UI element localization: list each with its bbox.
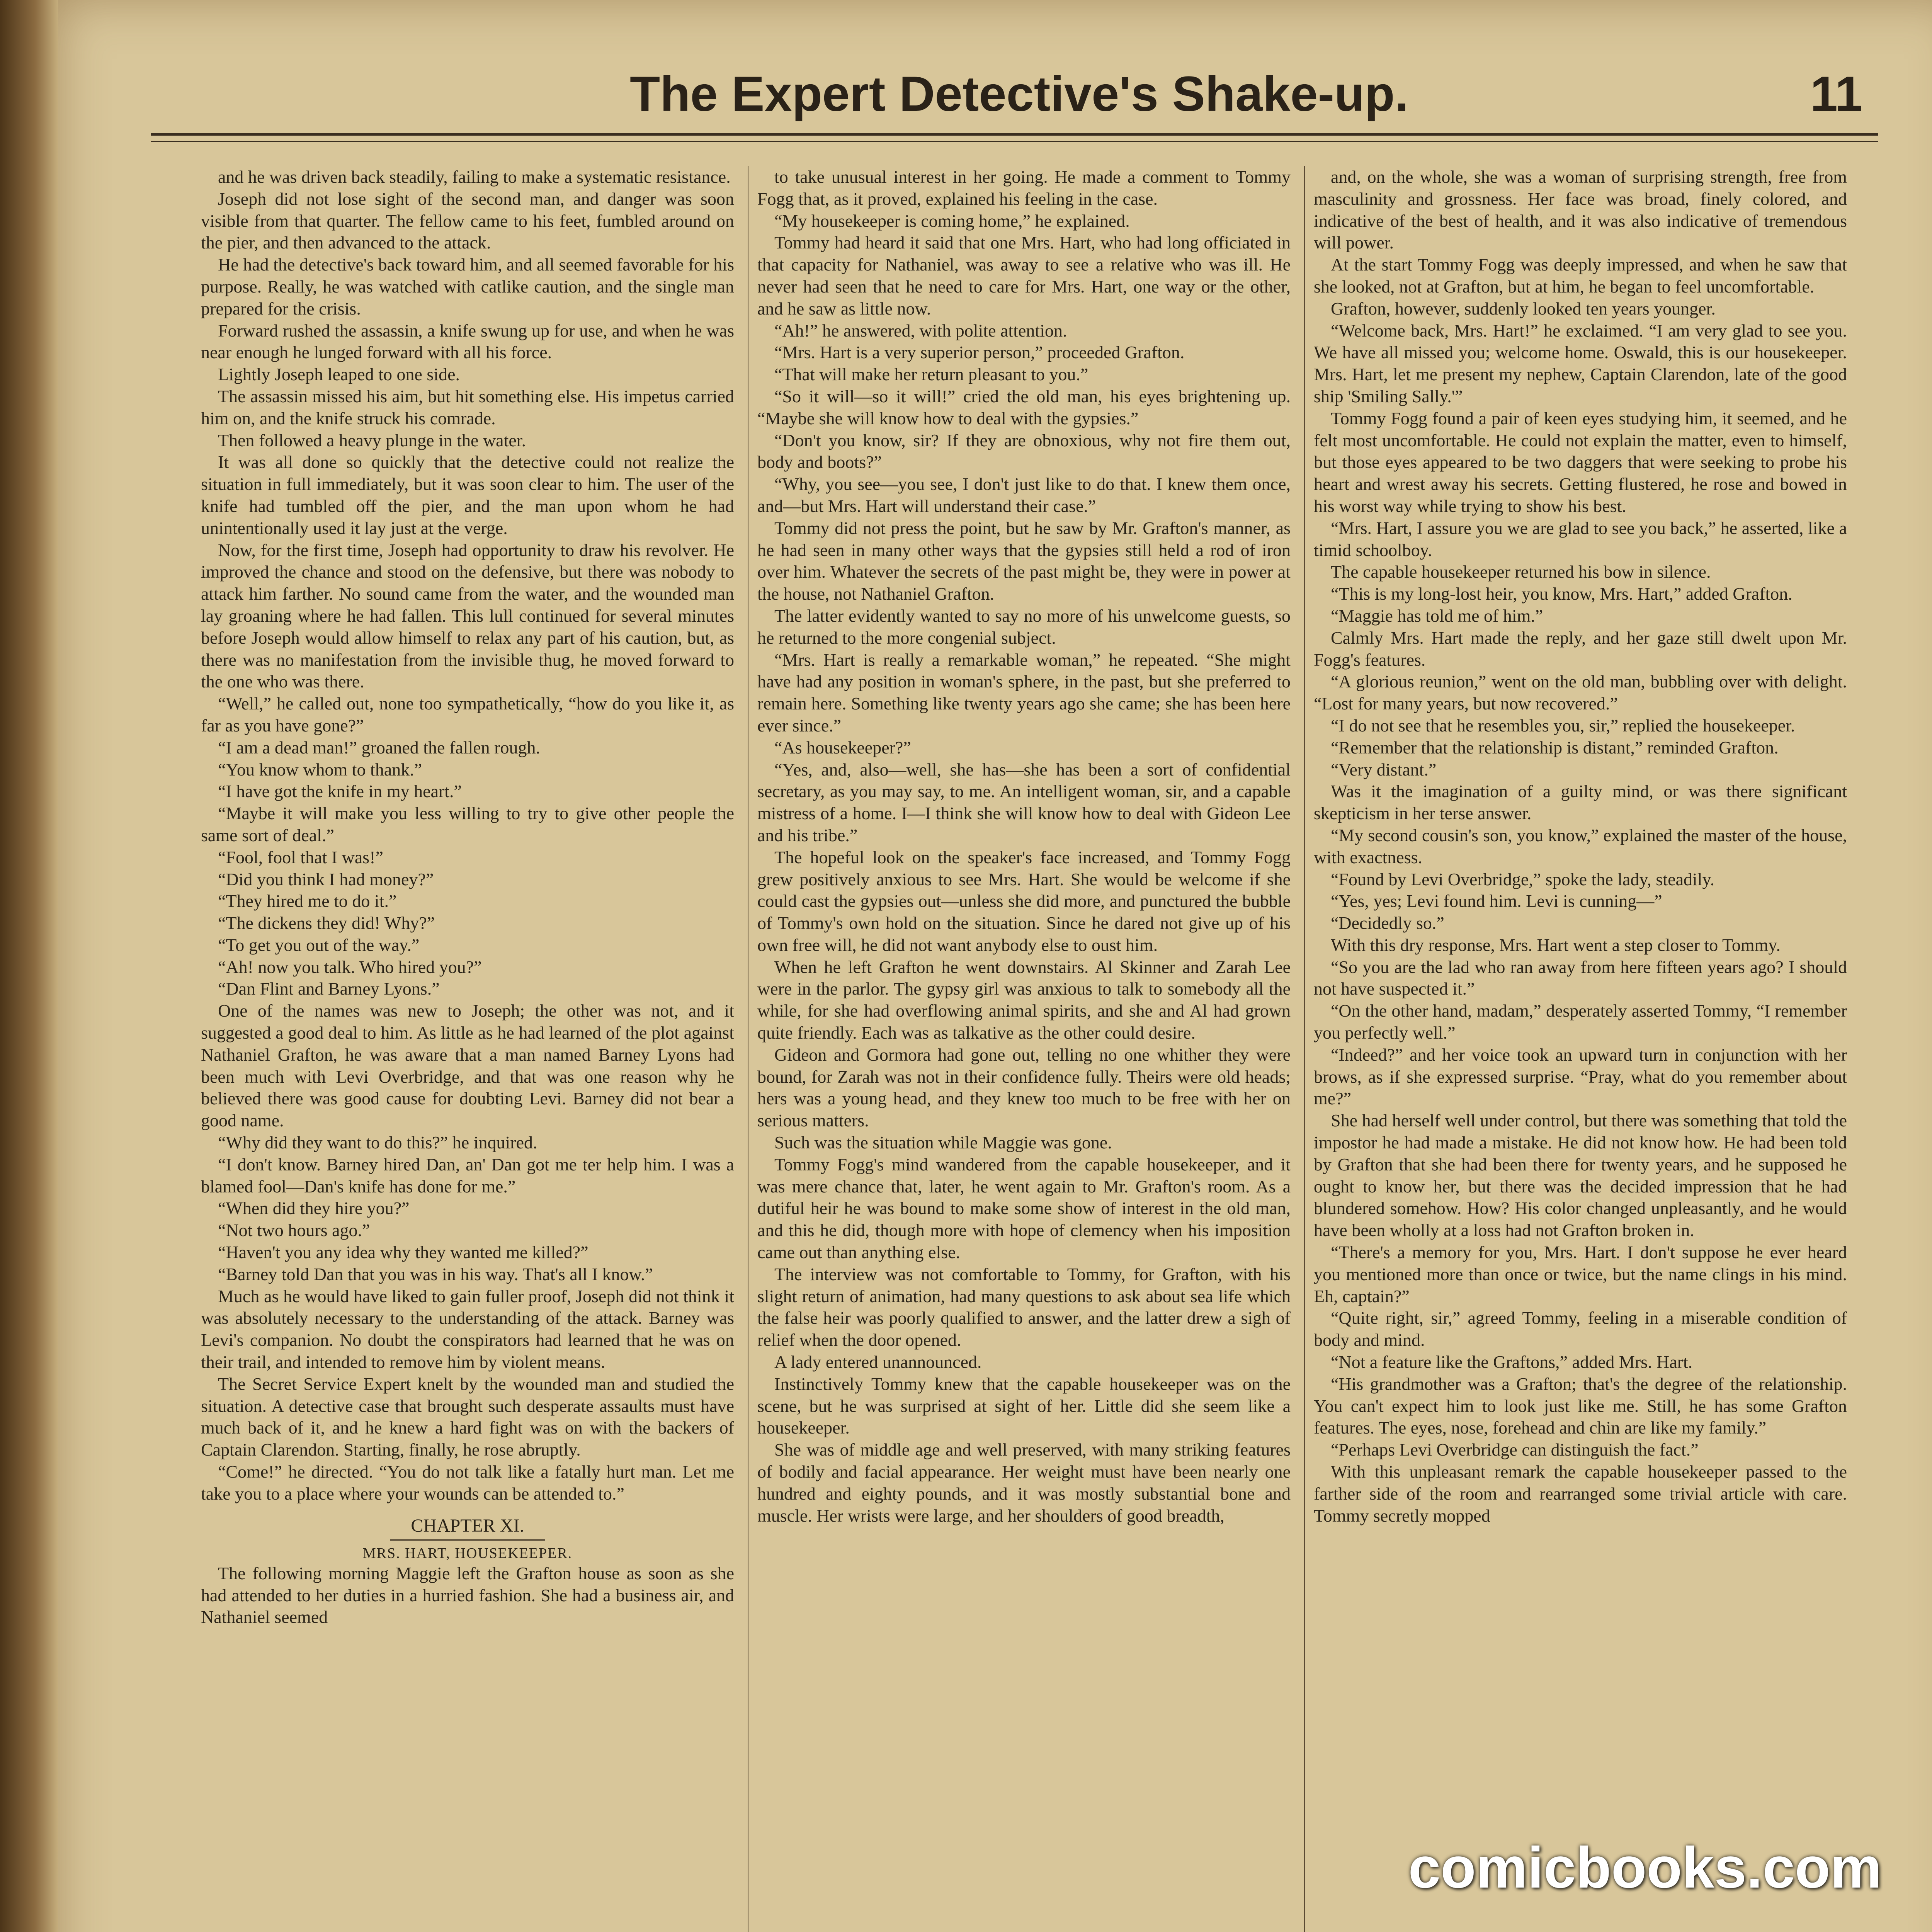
text-column-1 (201, 166, 734, 1932)
paragraph: “I do not see that he resembles you, sir,” replied the housekeeper. (1331, 715, 1795, 735)
paragraph: “Found by Levi Overbridge,” spoke the lady, steadily. (1331, 869, 1714, 889)
paragraph: “Maggie has told me of him.” (1331, 605, 1543, 626)
paragraph: “Well,” he called out, none too sympathetically, “how do you like it, as far as you have gone?” (201, 694, 734, 735)
column-1-paragraphs (201, 166, 734, 1505)
paragraph: “Don't you know, sir? If they are obnoxious, why not fire them out, body and boots?” (757, 430, 1291, 472)
watermark-text: comicbooks.com (1408, 1835, 1882, 1900)
paragraph: The latter evidently wanted to say no more of his unwelcome guests, so he returned to the more congenial subject. (757, 605, 1291, 648)
paragraph: “Not a feature like the Graftons,” added Mrs. Hart. (1331, 1352, 1693, 1372)
paragraph: “I don't know. Barney hired Dan, an' Dan got me ter help him. I was a blamed fool—Dan's knife has done for me.” (201, 1154, 734, 1196)
paragraph: One of the names was new to Joseph; the other was not, and it suggested a good deal to him. As little as he had learned of the plot against Nathaniel Grafton, he was aware that a man named Barney Lyons had been much with Levi Overbridge, and that was one reason why he believed there was good cause for doubting Levi. Barney did not bear a good name. (201, 1001, 734, 1131)
paragraph: Lightly Joseph leaped to one side. (218, 364, 460, 384)
paragraph: Such was the situation while Maggie was gone. (774, 1133, 1112, 1153)
chapter-subtitle: MRS. HART, HOUSEKEEPER. (362, 1545, 573, 1561)
paragraph: “Indeed?” and her voice took an upward turn in conjunction with her brows, as if she expressed surprise. “Pray, what do you remember about me?” (1314, 1044, 1847, 1109)
paragraph: “Did you think I had money?” (218, 869, 434, 889)
paragraph: “Haven't you any idea why they wanted me killed?” (218, 1242, 588, 1262)
column-2-paragraphs (757, 166, 1291, 1527)
paragraph: “Mrs. Hart is a very superior person,” proceeded Grafton. (774, 342, 1185, 362)
paragraph: Then followed a heavy plunge in the water. (218, 430, 526, 450)
text-column-2 (757, 166, 1291, 1932)
paragraph: “Fool, fool that I was!” (218, 847, 383, 867)
paragraph: “Quite right, sir,” agreed Tommy, feeling in a miserable condition of body and mind. (1314, 1308, 1847, 1350)
chapter-title: CHAPTER XI. (411, 1515, 524, 1536)
paragraph: “There's a memory for you, Mrs. Hart. I don't suppose he ever heard you mentioned more than once or twice, but the name clings in his mind. Eh, captain?” (1314, 1242, 1847, 1306)
column-divider (1304, 166, 1305, 1932)
paragraph: “A glorious reunion,” went on the old man, bubbling over with delight. “Lost for many years, but now recovered.” (1314, 672, 1847, 714)
column-1-after-chapter (201, 1563, 734, 1628)
paragraph: “Barney told Dan that you was in his way. That's all I know.” (218, 1264, 653, 1284)
paragraph: A lady entered unannounced. (774, 1352, 982, 1372)
header-rule (151, 133, 1878, 136)
paragraph: She was of middle age and well preserved, with many striking features of bodily and facial appearance. Her weight must have been nearly one hundred and eighty pounds, and it was mostly substantial bone and muscle. Her wrists were large, and her shoulders of good breadth, (757, 1440, 1291, 1526)
paragraph: “Ah!” he answered, with polite attention. (774, 320, 1067, 340)
paragraph: to take unusual interest in her going. He made a comment to Tommy Fogg that, as it proved, explained his feeling in the case. (757, 167, 1291, 209)
paragraph: “That will make her return pleasant to you.” (774, 364, 1088, 384)
paragraph: “Remember that the relationship is distant,” reminded Grafton. (1331, 737, 1779, 757)
paragraph: “I have got the knife in my heart.” (218, 781, 462, 801)
page-number: 11 (1810, 66, 1862, 122)
paragraph: With this dry response, Mrs. Hart went a step closer to Tommy. (1331, 935, 1781, 955)
text-column-3 (1314, 166, 1847, 1932)
paragraph: “Mrs. Hart, I assure you we are glad to see you back,” he asserted, like a timid schoolboy. (1314, 518, 1847, 560)
paragraph: “My second cousin's son, you know,” explained the master of the house, with exactness. (1314, 825, 1847, 867)
paragraph: Much as he would have liked to gain fuller proof, Joseph did not think it was absolutely necessary to the understanding of the attack. Barney was Levi's companion. No doubt the conspirators had learned that he was on their trail, and intended to remove him by violent means. (201, 1286, 734, 1372)
paragraph: She had herself well under control, but there was something that told the impostor he had made a mistake. He did not know how. He had been told by Grafton that she had been there for twenty years, and he supposed he ought to know her, but there was the decided impression that he had blundered somehow. How? His color changed unpleasantly, and he would have been wholly at a loss had not Grafton broken in. (1314, 1111, 1847, 1240)
paragraph: “The dickens they did! Why?” (218, 913, 435, 933)
paragraph: At the start Tommy Fogg was deeply impressed, and when he saw that she looked, not at Grafton, but at him, he began to feel uncomfortable. (1314, 255, 1847, 296)
page-binding-edge (0, 0, 58, 1932)
paragraph: and he was driven back steadily, failing to make a systematic resistance. (218, 167, 731, 187)
paragraph: “Why, you see—you see, I don't just like to do that. I knew them once, and—but Mrs. Hart will understand their case.” (757, 474, 1291, 516)
paragraph: He had the detective's back toward him, and all seemed favorable for his purpose. Really, he was watched with catlike caution, and the single man prepared for the crisis. (201, 255, 734, 318)
paragraph: “Why did they want to do this?” he inquired. (218, 1133, 537, 1153)
paragraph: It was all done so quickly that the detective could not realize the situation in full immediately, but it was soon clear to him. The user of the knife had tumbled off the pier, and the man upon whom he had unintentionally used it lay just at the verge. (201, 452, 734, 538)
paragraph: Instinctively Tommy knew that the capable housekeeper was on the scene, but he was surprised at sight of her. Little did she seem like a housekeeper. (757, 1374, 1291, 1438)
paragraph: “Decidedly so.” (1331, 913, 1444, 933)
paragraph: “I am a dead man!” groaned the fallen rough. (218, 737, 540, 757)
chapter-rule (390, 1539, 545, 1541)
paragraph: “When did they hire you?” (218, 1198, 410, 1218)
paragraph: “Yes, and, also—well, she has—she has been a sort of confidential secretary, as you may say, to me. An intelligent woman, sir, and a capable mistress of a home. I—I think she will know how to deal with Gideon Lee and his tribe.” (757, 759, 1291, 845)
paragraph: “This is my long-lost heir, you know, Mrs. Hart,” added Grafton. (1331, 584, 1793, 604)
paragraph: The assassin missed his aim, but hit something else. His impetus carried him on, and the knife struck his comrade. (201, 386, 734, 428)
paragraph: “Ah! now you talk. Who hired you?” (218, 957, 482, 977)
paragraph: “Welcome back, Mrs. Hart!” he exclaimed. “I am very glad to see you. We have all missed you; welcome home. Oswald, this is our housekeeper. Mrs. Hart, let me present my nephew, Captain Clarendon, late of the good ship 'Smiling Sally.'” (1314, 320, 1847, 406)
page-header (151, 66, 1878, 155)
paragraph: Was it the imagination of a guilty mind, or was there significant skepticism in her terse answer. (1314, 781, 1847, 823)
paragraph: “So you are the lad who ran away from here fifteen years ago? I should not have suspected it.” (1314, 957, 1847, 999)
paragraph: Now, for the first time, Joseph had opportunity to draw his revolver. He improved the chance and stood on the defensive, but there was nobody to attack him farther. No sound came from the water, and the wounded man lay groaning where he had fallen. This lull continued for several minutes before Joseph would allow himself to relax any part of his caution, but, as there was no manifestation from the invisible thug, he moved forward to the one who was there. (201, 540, 734, 692)
paragraph: Tommy Fogg found a pair of keen eyes studying him, it seemed, and he felt most uncomfortable. He could not explain the matter, even to himself, but those eyes appeared to be two daggers that were seeking to probe his heart and wrest away his secrets. Getting flustered, he rose and bowed in his worst way while trying to show his best. (1314, 408, 1847, 516)
paragraph: Grafton, however, suddenly looked ten years younger. (1331, 298, 1716, 318)
paragraph: “On the other hand, madam,” desperately asserted Tommy, “I remember you perfectly well.” (1314, 1001, 1847, 1043)
paragraph: Tommy had heard it said that one Mrs. Hart, who had long officiated in that capacity for Nathaniel, was away to see a relative who was ill. He never had seen that he need to care for Mrs. Hart, one way or the other, and he saw as little now. (757, 233, 1291, 318)
paragraph: Forward rushed the assassin, a knife swung up for use, and when he was near enough he lunged forward with all his force. (201, 320, 734, 362)
running-title: The Expert Detective's Shake-up. (630, 66, 1409, 122)
paragraph: Tommy Fogg's mind wandered from the capable housekeeper, and it was mere chance that, later, he went again to Mr. Grafton's room. As a dutiful heir he was bound to make some show of interest in the old man, and this he did, though more with hope of clemency when his imposition came out than anything else. (757, 1154, 1291, 1262)
paragraph: “Mrs. Hart is really a remarkable woman,” he repeated. “She might have had any position in woman's sphere, in the past, but she preferred to remain here. Something like twenty years ago she came; she has been here ever since.” (757, 650, 1291, 735)
paragraph: “You know whom to thank.” (218, 759, 422, 779)
paragraph: Tommy did not press the point, but he saw by Mr. Grafton's manner, as he had seen in many other ways that the gypsies still held a rod of iron over him. Whatever the secrets of the past might be, they were in power at the house, not Nathaniel Grafton. (757, 518, 1291, 604)
paragraph: The hopeful look on the speaker's face increased, and Tommy Fogg grew positively anxious to see Mrs. Hart. She would be welcome if she could cast the gypsies out—unless she did more, and punctured the bubble of Tommy's own hold on the situation. Since he dared not give up of his own free will, he did not want anybody else to oust him. (757, 847, 1291, 955)
paragraph: When he left Grafton he went downstairs. Al Skinner and Zarah Lee were in the parlor. The gypsy girl was anxious to talk to somebody all the while, for she had overflowing animal spirits, and she and Al had grown quite friendly. Each was as talkative as the other could desire. (757, 957, 1291, 1043)
paragraph: “Perhaps Levi Overbridge can distinguish the fact.” (1331, 1440, 1699, 1460)
paragraph: Joseph did not lose sight of the second man, and danger was soon visible from that quarter. The fellow came to his feet, fumbled around on the pier, and then advanced to the attack. (201, 189, 734, 253)
paragraph: With this unpleasant remark the capable housekeeper passed to the farther side of the room and rearranged some trivial article with care. Tommy secretly mopped (1314, 1462, 1847, 1526)
paragraph: “Yes, yes; Levi found him. Levi is cunning—” (1331, 891, 1662, 911)
paragraph: “To get you out of the way.” (218, 935, 420, 955)
paragraph: “My housekeeper is coming home,” he explained. (774, 211, 1130, 231)
paragraph: The capable housekeeper returned his bow in silence. (1331, 562, 1711, 582)
paragraph: “Not two hours ago.” (218, 1220, 370, 1240)
paragraph: “Maybe it will make you less willing to try to give other people the same sort of deal.” (201, 803, 734, 845)
paragraph: and, on the whole, she was a woman of surprising strength, free from masculinity and grossness. Her face was broad, finely colored, and indicative of the best of health, and it was also indicative of tremendous will power. (1314, 167, 1847, 253)
paragraph: “Come!” he directed. “You do not talk like a fatally hurt man. Let me take you to a place where your wounds can be attended to.” (201, 1462, 734, 1503)
paragraph: “His grandmother was a Grafton; that's the degree of the relationship. You can't expect him to look just like me. Still, he has some Grafton features. The eyes, nose, forehead and chin are like my family.” (1314, 1374, 1847, 1438)
paragraph: The following morning Maggie left the Grafton house as soon as she had attended to her duties in a hurried fashion. She had a business air, and Nathaniel seemed (201, 1563, 734, 1627)
paragraph: Gideon and Gormora had gone out, telling no one whither they were bound, for Zarah was not in their confidence fully. Theirs were old heads; hers was a young head, and they knew too much to be free with her on serious matters. (757, 1044, 1291, 1131)
paragraph: “So it will—so it will!” cried the old man, his eyes brightening up. “Maybe she will know how to deal with the gypsies.” (757, 386, 1291, 428)
paragraph: “They hired me to do it.” (218, 891, 397, 911)
paragraph: The interview was not comfortable to Tommy, for Grafton, with his slight return of animation, had many questions to ask about sea life which the false heir was poorly qualified to answer, and the latter drew a sigh of relief when the door opened. (757, 1264, 1291, 1350)
paragraph: “As housekeeper?” (774, 737, 911, 757)
paragraph: The Secret Service Expert knelt by the wounded man and studied the situation. A detective case that brought such desperate assaults must have much back of it, and he knew a hard fight was on with the backers of Captain Clarendon. Starting, finally, he rose abruptly. (201, 1374, 734, 1460)
paragraph: Calmly Mrs. Hart made the reply, and her gaze still dwelt upon Mr. Fogg's features. (1314, 628, 1847, 670)
column-3-paragraphs (1314, 166, 1847, 1527)
paragraph: “Very distant.” (1331, 759, 1437, 779)
paragraph: “Dan Flint and Barney Lyons.” (218, 979, 440, 999)
header-rule-thin (151, 141, 1878, 142)
